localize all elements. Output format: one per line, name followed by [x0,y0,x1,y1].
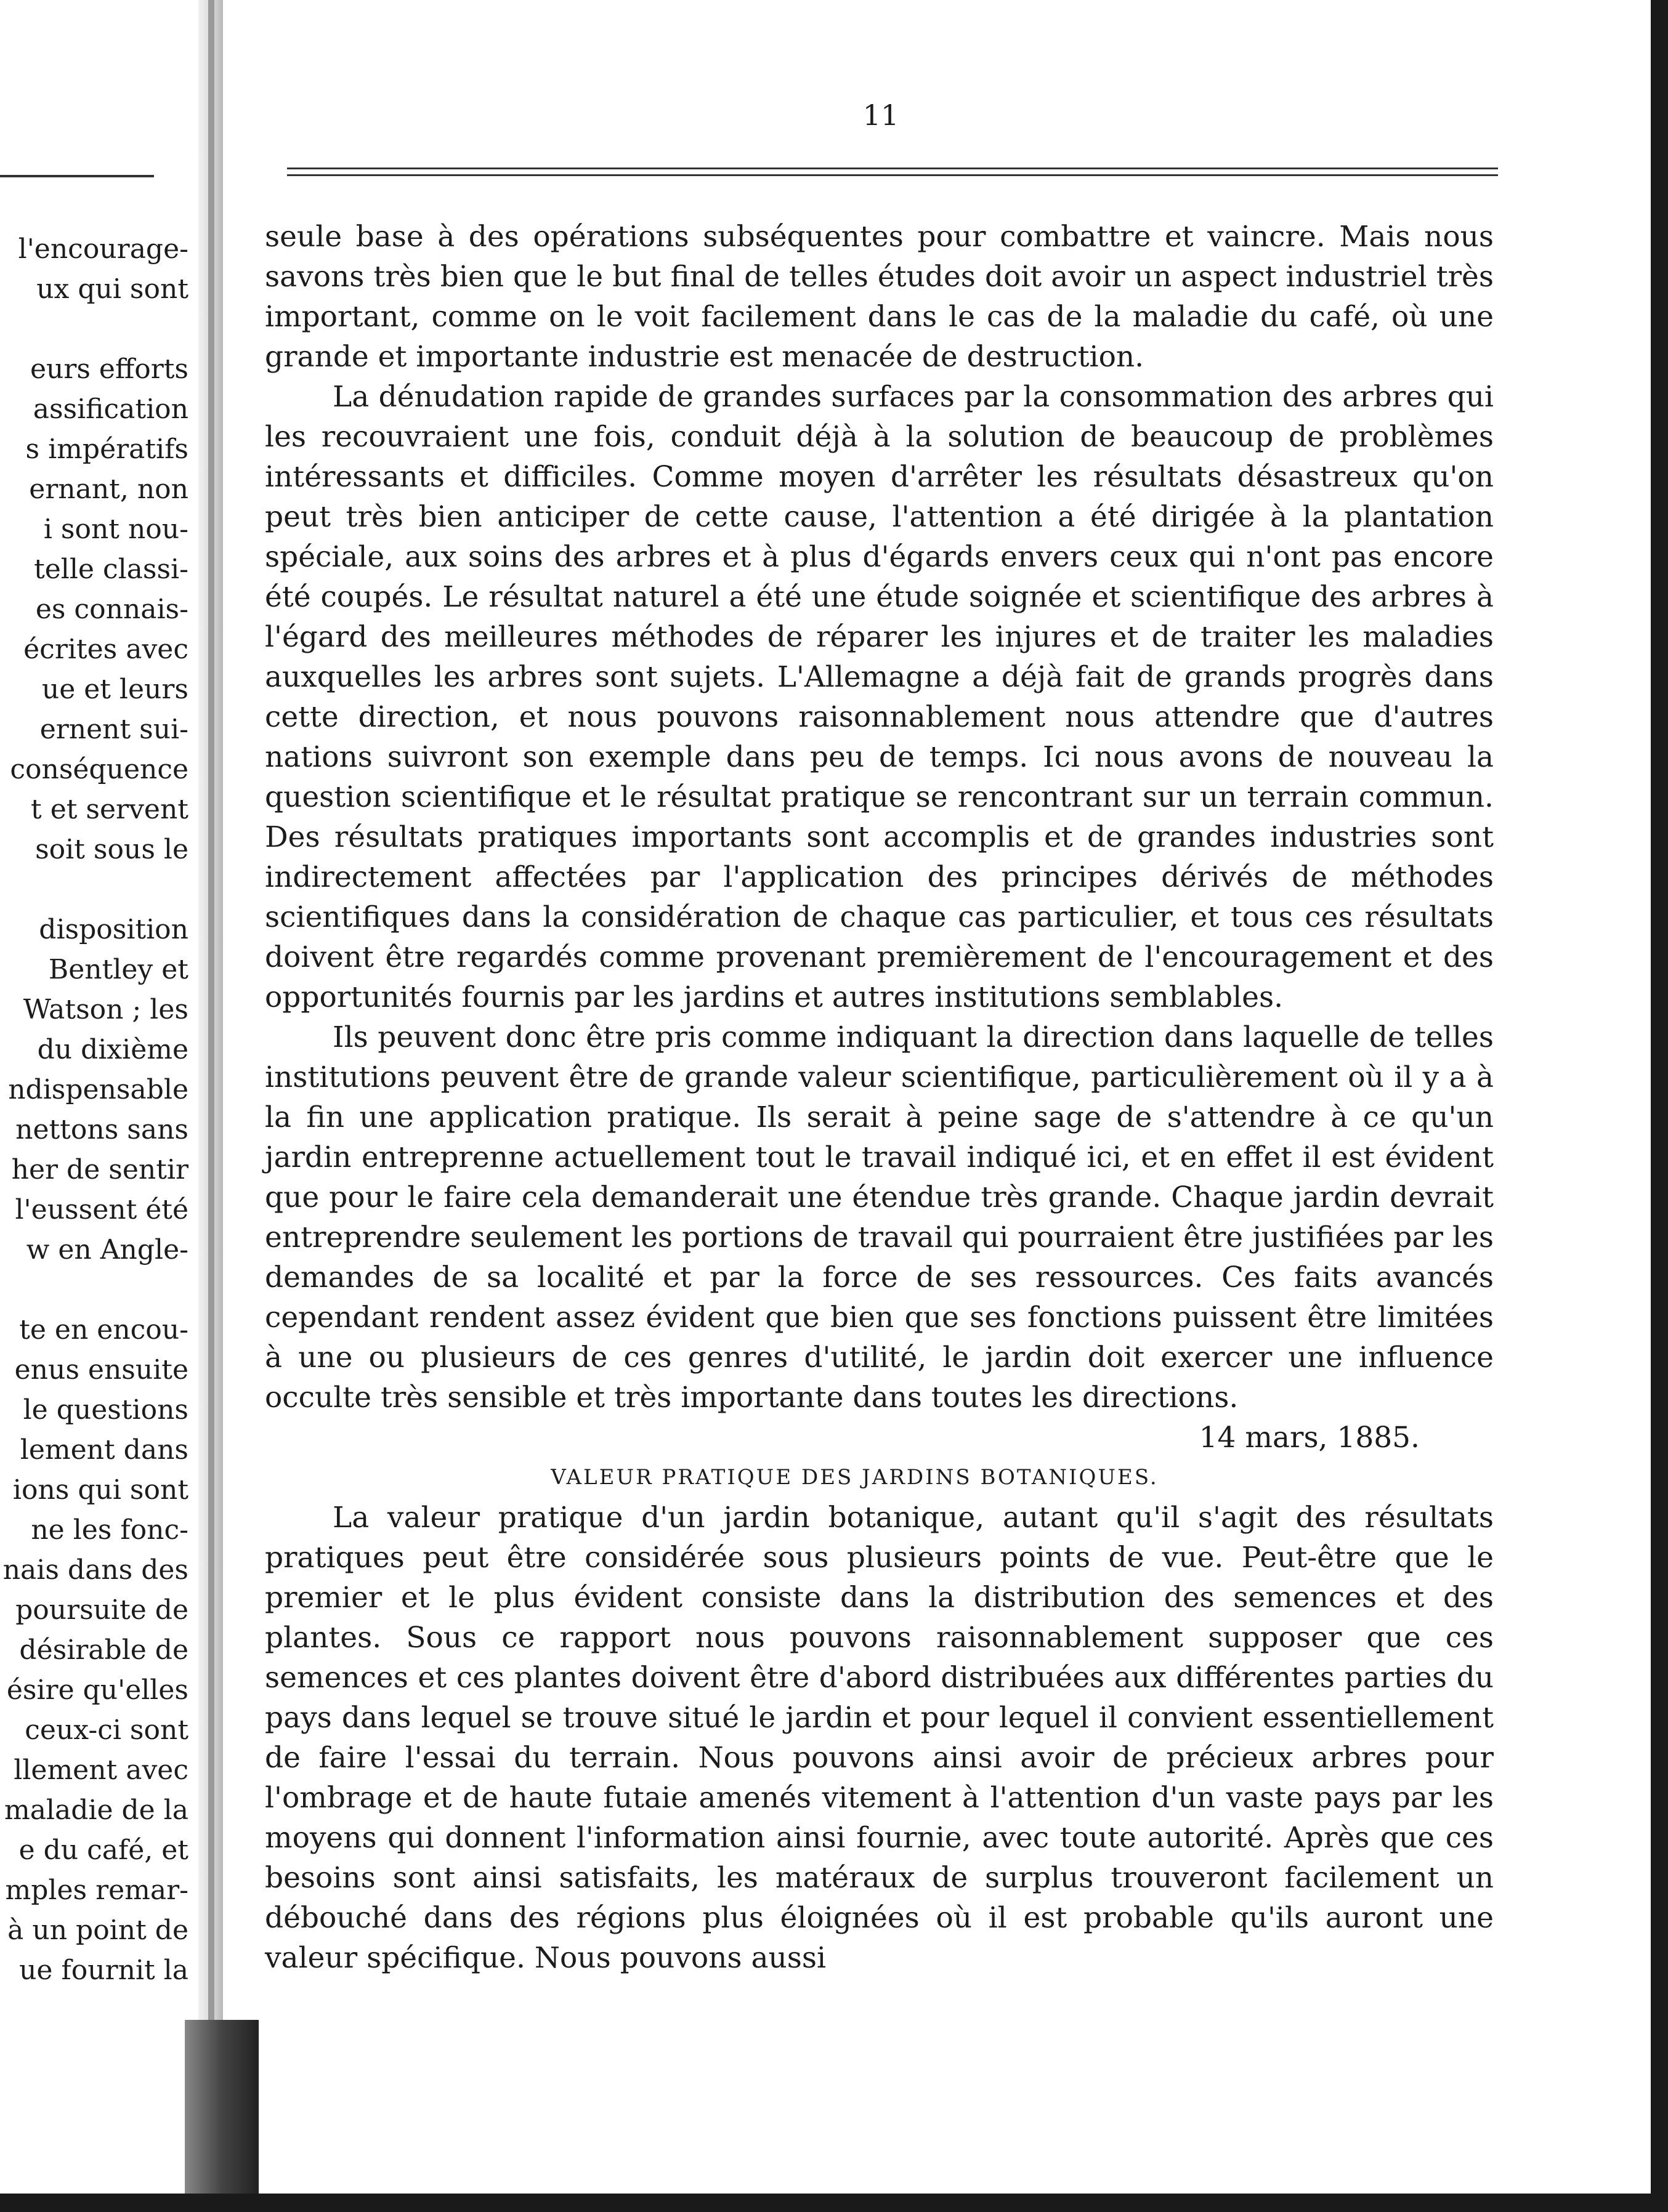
previous-page-line [0,469,188,509]
previous-page-line [0,709,188,749]
previous-page-line [0,589,188,629]
book-gutter [208,0,214,2212]
previous-page-text-fragments [0,229,188,1990]
paragraph-denudation: La dénudation rapide de grandes surfaces par la consommation des arbres qui les recouvraient une fois, conduit déjà à la solution de beaucoup de problèmes intéressants et difficiles. Comme moyen d'arrêter les résultats désastreux qu'on peut très bien anticiper de cette cause, l'attention a été dirigée à la plantation spéciale, aux soins des arbres et à plus d'égards envers ceux qui n'ont pas encore été coupés. Le résultat naturel a été une étude soignée et scientifique des arbres à l'égard des meilleures méthodes de réparer les injures et de traiter les maladies auxquelles les arbres sont sujets. L'Allemagne a déjà fait de grands progrès dans cette direction, et nous pouvons raisonnablement nous attendre que d'autres nations suivront son exemple dans peu de temps. Ici nous avons de nouveau la question scientifique et le résultat pratique se rencontrant sur un terrain commun. Des résultats pratiques importants sont accomplis et de grandes industries sont indirectement affectées par l'application des principes dérivés de méthodes scientifiques dans la considération de chaque cas particulier, et tous ces résultats doivent être regardés comme provenant premièrement de l'encouragement et des opportunités fournis par les jardins et autres institutions semblables. [265,380,1494,1014]
previous-page-line-text: enus ensuite [14,1354,188,1386]
previous-page-line-text: ceux-ci sont [25,1714,188,1746]
previous-page-line [0,1390,188,1430]
previous-page-line [0,509,188,549]
previous-page-line-text: ions qui sont [12,1474,188,1506]
previous-page-line [0,1070,188,1110]
previous-page-line-text: llement avec [14,1754,188,1786]
previous-page-line [0,990,188,1030]
previous-page-line [0,1310,188,1350]
previous-page-line-text: w en Angle- [26,1234,188,1265]
previous-page-line [0,549,188,589]
paragraph-practical-value: La valeur pratique d'un jardin botanique, autant qu'il s'agit des résultats pratiques peut être considérée sous plusieurs points de vue. Peut-être que le premier et le plus évident consiste dans la distribution des semences et des plantes. Sous ce rapport nous pouvons raisonnablement supposer que ces semences et ces plantes doivent être d'abord distribuées aux différentes parties du pays dans lequel se trouve situé le jardin et pour lequel il convient essentiellement de faire l'essai du terrain. Nous pouvons ainsi avoir de précieux arbres pour l'ombrage et de haute futaie amenés vitement à l'attention d'un vaste pays par les moyens qui donnent l'information ainsi fournie, avec toute autorité. Après que ces besoins sont ainsi satisfaits, les matéraux de surplus trouveront facilement un débouché dans des régions plus éloignées où il est probable qu'ils auront une valeur spécifique. Nous pouvons aussi [265,1501,1494,1975]
scan-right-edge [1651,0,1668,2212]
section-heading: VALEUR PRATIQUE DES JARDINS BOTANIQUES. [551,1465,1159,1490]
previous-page-line-text: désirable de [19,1634,188,1666]
previous-page-line-text: ne les fonc- [31,1514,188,1546]
previous-page-line [0,1110,188,1150]
previous-page-line-text: Watson ; les [23,994,188,1025]
previous-page-line-text: ernent sui- [39,714,188,745]
previous-page-line [0,749,188,789]
previous-page-line-text: soit sous le [35,834,188,865]
previous-page-line-text: i sont nou- [43,514,188,545]
previous-page-margin [0,0,198,2212]
previous-page-line-text: lement dans [20,1434,188,1466]
previous-page-line-text: ue fournit la [19,1955,188,1986]
page-number: 11 [862,99,899,132]
previous-page-line [0,1790,188,1830]
previous-page-line-text: ue et leurs [41,674,188,705]
header-rule-double [287,174,1498,176]
previous-page-line-text: le questions [23,1394,188,1426]
previous-page-line-text: assification [33,394,188,425]
previous-page-line [0,1830,188,1870]
previous-page-line-text: nais dans des [2,1554,188,1586]
previous-page-rule [0,175,154,177]
previous-page-line-text: nettons sans [15,1114,188,1145]
previous-page-line [0,349,188,389]
previous-page-line-text: disposition [39,914,188,945]
previous-page-line [0,1030,188,1070]
previous-page-line-text: telle classi- [34,554,188,585]
previous-page-line-text: es connais- [35,594,188,625]
previous-page-line [0,389,188,429]
previous-page-line-text: poursuite de [15,1594,188,1626]
previous-page-line [0,1670,188,1710]
previous-page-line [0,1510,188,1550]
previous-page-line-text: Bentley et [48,954,188,985]
previous-page-line-text: maladie de la [4,1794,188,1826]
previous-page-line [0,269,188,309]
previous-page-line [0,629,188,669]
previous-page-line [0,1150,188,1190]
previous-page-line [0,1550,188,1590]
previous-page-line-text: ésire qu'elles [6,1674,188,1706]
previous-page-line [0,1630,188,1670]
previous-page-line-text: à un point de [7,1915,188,1946]
previous-page-line [0,1710,188,1750]
previous-page-line [0,1430,188,1470]
previous-page-line [0,1750,188,1790]
previous-page-line-text: l'eussent été [15,1194,188,1225]
previous-page-line-text: t et servent [31,794,188,825]
previous-page-line [0,950,188,990]
previous-page-line [0,1270,188,1310]
paragraph-continuation: seule base à des opérations subséquentes pour combattre et vaincre. Mais nous savons très bien que le but final de telles études doit avoir un aspect industriel très important, comme on le voit facilement dans le cas de la maladie du café, où une grande et importante industrie est menacée de destruction. [265,220,1494,374]
previous-page-line-text: s impératifs [25,434,188,465]
previous-page-line-text: te en encou- [19,1314,188,1346]
paragraph-institutions: Ils peuvent donc être pris comme indiquant la direction dans laquelle de telles institutions peuvent être de grande valeur scientifique, particulièrement où il y a à la fin une application pratique. Ils serait à peine sage de s'attendre à ce qu'un jardin entreprenne actuellement tout le travail indiqué ici, et en effet il est évident que pour le faire cela demanderait une étendue très grande. Chaque jardin devrait entreprendre seulement les portions de travail qui pourraient être justifiées par les demandes de sa localité et par la force de ses ressources. Ces faits avancés cependant rendent assez évident que bien que ses fonctions puissent être limitées à une ou plusieurs de ces genres d'utilité, le jardin doit exercer une influence occulte très sensible et très importante dans toutes les directions. [265,1020,1494,1415]
previous-page-line-text: ndispensable [8,1074,188,1105]
previous-page-line [0,910,188,950]
previous-page-line-text: ux qui sont [36,273,188,305]
previous-page-line-text: du dixième [37,1034,188,1065]
previous-page-line [0,789,188,830]
previous-page-line-text: l'encourage- [18,233,188,265]
previous-page-line [0,1230,188,1270]
previous-page-line [0,1870,188,1910]
previous-page-line [0,1590,188,1630]
previous-page-line [0,1190,188,1230]
previous-page-line-text: conséquence [10,754,188,785]
previous-page-line-text: mples remar- [5,1875,188,1906]
book-gutter-dark-corner [185,2020,259,2212]
previous-page-line [0,309,188,349]
previous-page-line-text: écrites avec [23,634,188,665]
previous-page-line [0,1910,188,1950]
scan-bottom-edge [0,2194,1668,2212]
previous-page-line [0,669,188,709]
previous-page-line [0,1350,188,1390]
previous-page-line [0,830,188,870]
date-line: 14 mars, 1885. [1199,1421,1420,1455]
previous-page-line-text: e du café, et [18,1835,188,1866]
main-text-column [265,217,1494,1978]
previous-page-line [0,1950,188,1990]
previous-page-line-text: ernant, non [29,474,188,505]
previous-page-line-text: her de sentir [11,1154,188,1185]
previous-page-line [0,870,188,910]
previous-page-line [0,1470,188,1510]
previous-page-line [0,429,188,469]
previous-page-line-text: eurs efforts [30,353,188,385]
header-rule [287,168,1498,169]
previous-page-line [0,229,188,269]
